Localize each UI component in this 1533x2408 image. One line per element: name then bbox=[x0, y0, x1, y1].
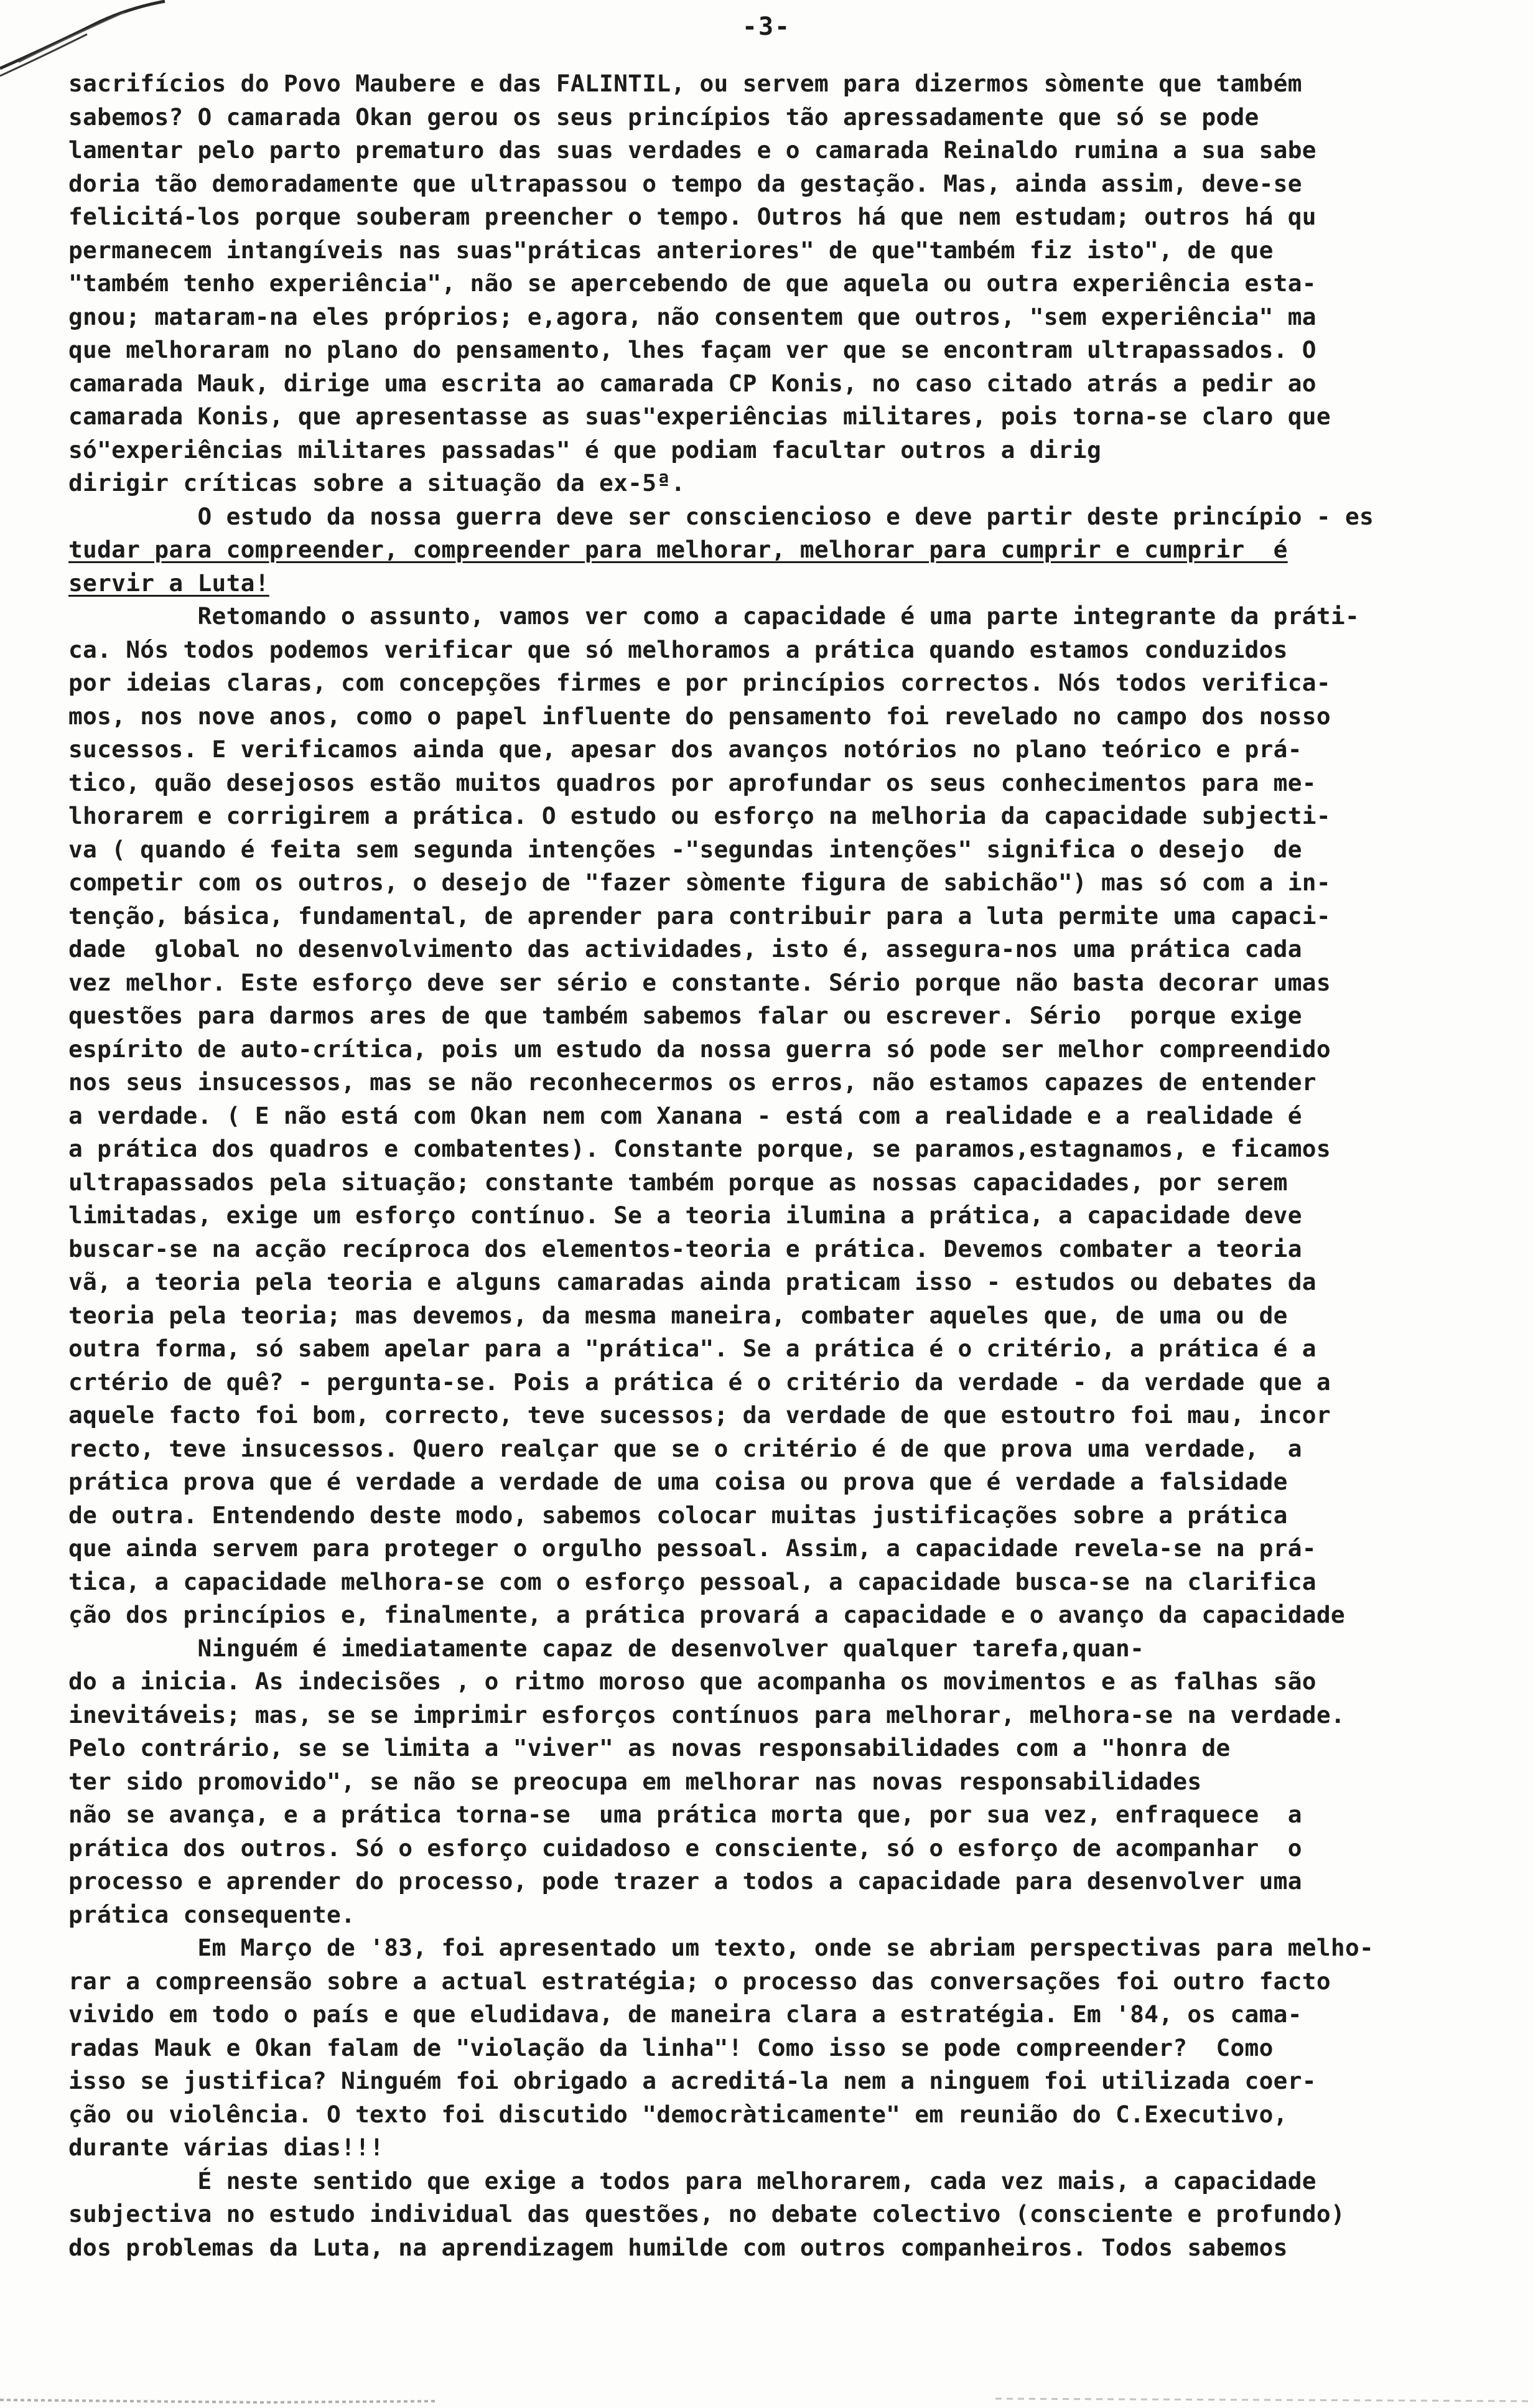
text-line: Ninguém é imediatamente capaz de desenvolver qualquer tarefa,quan- bbox=[68, 1634, 1145, 1662]
text-line: Retomando o assunto, vamos ver como a capacidade é uma parte integrante da práti- bbox=[68, 602, 1360, 630]
text-line: competir com os outros, o desejo de "fazer sòmente figura de sabichão") mas só com a in- bbox=[68, 869, 1331, 896]
text-line: questões para darmos ares de que também sabemos falar ou escrever. Sério porque exige bbox=[68, 1002, 1302, 1029]
text-line: isso se justifica? Ninguém foi obrigado a acreditá-la nem a ninguem foi utilizada coer- bbox=[68, 2067, 1316, 2094]
text-line: O estudo da nossa guerra deve ser consciencioso e deve partir deste princípio - es bbox=[68, 502, 1374, 530]
text-line: que ainda servem para proteger o orgulho pessoal. Assim, a capacidade revela-se na prá- bbox=[68, 1534, 1316, 1562]
text-line: processo e aprender do processo, pode trazer a todos a capacidade para desenvolver uma bbox=[68, 1867, 1302, 1895]
text-line: recto, teve insucessos. Quero realçar que se o critério é de que prova uma verdade, a bbox=[68, 1434, 1302, 1462]
text-line: sacrifícios do Povo Maubere e das FALINTIL, ou servem para dizermos sòmente que também bbox=[68, 70, 1302, 97]
text-line: nos seus insucessos, mas se não reconhecermos os erros, não estamos capazes de entender bbox=[68, 1068, 1316, 1096]
text-line: dos problemas da Luta, na aprendizagem humilde com outros companheiros. Todos sabemos bbox=[68, 2233, 1288, 2261]
text-line: aquele facto foi bom, correcto, teve sucessos; da verdade de que estoutro foi mau, incor bbox=[68, 1401, 1331, 1429]
text-line: outra forma, só sabem apelar para a "prática". Se a prática é o critério, a prática é a bbox=[68, 1335, 1316, 1362]
text-line: lhorarem e corrigirem a prática. O estudo ou esforço na melhoria da capacidade subjecti- bbox=[68, 802, 1331, 829]
text-line: só"experiências militares passadas" é que podiam facultar outros a dirig bbox=[68, 436, 1102, 464]
text-line: mos, nos nove anos, como o papel influente do pensamento foi revelado no campo dos nosso bbox=[68, 702, 1331, 730]
text-line: dade global no desenvolvimento das actividades, isto é, assegura-nos uma prática cada bbox=[68, 935, 1302, 963]
text-line: ção dos princípios e, finalmente, a prática provará a capacidade e o avanço da capacidade bbox=[68, 1601, 1345, 1628]
text-line: Pelo contrário, se se limita a "viver" as novas responsabilidades com a "honra de bbox=[68, 1734, 1231, 1762]
text-line: gnou; mataram-na eles próprios; e,agora, não consentem que outros, "sem experiência" ma bbox=[68, 302, 1316, 330]
text-line: rar a compreensão sobre a actual estratégia; o processo das conversações foi outro facto bbox=[68, 1967, 1331, 1995]
text-line: por ideias claras, com concepções firmes e por princípios correctos. Nós todos verifica- bbox=[68, 669, 1331, 696]
text-line: teoria pela teoria; mas devemos, da mesma maneira, combater aqueles que, de uma ou de bbox=[68, 1301, 1288, 1329]
text-line: tico, quão desejosos estão muitos quadros por aprofundar os seus conhecimentos para me- bbox=[68, 768, 1316, 796]
text-line: do a inicia. As indecisões , o ritmo moroso que acompanha os movimentos e as falhas são bbox=[68, 1668, 1316, 1695]
text-line: felicitá-los porque souberam preencher o tempo. Outros há que nem estudam; outros há qu bbox=[68, 203, 1316, 230]
text-line: va ( quando é feita sem segunda intenções -"segundas intenções" significa o desejo de bbox=[68, 835, 1302, 863]
text-line: vivido em todo o país e que eludidava, de maneira clara a estratégia. Em '84, os cama- bbox=[68, 2000, 1302, 2028]
text-line: não se avança, e a prática torna-se uma prática morta que, por sua vez, enfraquece a bbox=[68, 1801, 1302, 1828]
text-line: ter sido promovido", se não se preocupa em melhorar nas novas responsabilidades bbox=[68, 1767, 1202, 1795]
text-line: camarada Mauk, dirige uma escrita ao camarada CP Konis, no caso citado atrás a pedir ao bbox=[68, 369, 1316, 397]
text-line: crtério de quê? - pergunta-se. Pois a prática é o critério da verdade - da verdade que a bbox=[68, 1368, 1331, 1396]
text-line: durante várias dias!!! bbox=[68, 2134, 384, 2161]
text-line: sabemos? O camarada Okan gerou os seus princípios tão apressadamente que só se pode bbox=[68, 103, 1259, 131]
page-number: -3- bbox=[742, 12, 791, 41]
text-line: limitadas, exige um esforço contínuo. Se a teoria ilumina a prática, a capacidade deve bbox=[68, 1202, 1302, 1229]
text-line: vã, a teoria pela teoria e alguns camaradas ainda praticam isso - estudos ou debates da bbox=[68, 1268, 1316, 1295]
text-line: prática consequente. bbox=[68, 1900, 356, 1928]
body-text bbox=[68, 67, 1493, 2264]
text-line: a verdade. ( E não está com Okan nem com Xanana - está com a realidade e a realidade é bbox=[68, 1101, 1302, 1129]
text-line: doria tão demoradamente que ultrapassou o tempo da gestação. Mas, ainda assim, deve-se bbox=[68, 169, 1302, 197]
text-line: sucessos. E verificamos ainda que, apesar dos avanços notórios no plano teórico e prá- bbox=[68, 735, 1302, 763]
text-line: buscar-se na acção recíproca dos elementos-teoria e prática. Devemos combater a teoria bbox=[68, 1234, 1302, 1262]
text-line: lamentar pelo parto prematuro das suas verdades e o camarada Reinaldo rumina a sua sabe bbox=[68, 136, 1316, 164]
text-line: "também tenho experiência", não se apercebendo de que aquela ou outra experiência esta- bbox=[68, 269, 1316, 297]
text-line: prática dos outros. Só o esforço cuidadoso e consciente, só o esforço de acompanhar o bbox=[68, 1834, 1302, 1862]
text-line: camarada Konis, que apresentasse as suas"experiências militares, pois torna-se claro que bbox=[68, 403, 1331, 430]
text-line: É neste sentido que exige a todos para melhorarem, cada vez mais, a capacidade bbox=[68, 2167, 1316, 2195]
text-line: dirigir críticas sobre a situação da ex-5ª. bbox=[68, 469, 686, 497]
text-line: subjectiva no estudo individual das questões, no debate colectivo (consciente e profundo) bbox=[68, 2200, 1345, 2228]
text-line: inevitáveis; mas, se se imprimir esforços contínuos para melhorar, melhora-se na verdade. bbox=[68, 1701, 1345, 1729]
scan-edge-smudge bbox=[0, 2386, 1533, 2408]
text-line-underlined: tudar para compreender, compreender para melhorar, melhorar para cumprir e cumprir é bbox=[68, 536, 1288, 563]
text-line-underlined: servir a Luta! bbox=[68, 569, 269, 597]
text-line: espírito de auto-crítica, pois um estudo da nossa guerra só pode ser melhor compreendido bbox=[68, 1035, 1331, 1063]
text-line: ca. Nós todos podemos verificar que só melhoramos a prática quando estamos conduzidos bbox=[68, 635, 1288, 663]
text-line: de outra. Entendendo deste modo, sabemos colocar muitas justificações sobre a prática bbox=[68, 1501, 1288, 1529]
text-line: vez melhor. Este esforço deve ser sério e constante. Sério porque não basta decorar umas bbox=[68, 968, 1331, 996]
text-line: a prática dos quadros e combatentes). Constante porque, se paramos,estagnamos, e ficamos bbox=[68, 1135, 1331, 1162]
text-line: Em Março de '83, foi apresentado um texto, onde se abriam perspectivas para melho- bbox=[68, 1934, 1374, 1961]
text-line: ção ou violência. O texto foi discutido "democràticamente" em reunião do C.Executivo, bbox=[68, 2100, 1288, 2128]
text-line: radas Mauk e Okan falam de "violação da linha"! Como isso se pode compreender? Como bbox=[68, 2033, 1274, 2061]
text-line: que melhoraram no plano do pensamento, lhes façam ver que se encontram ultrapassados. O bbox=[68, 336, 1316, 363]
text-line: tenção, básica, fundamental, de aprender para contribuir para a luta permite uma capaci- bbox=[68, 902, 1331, 930]
text-line: permanecem intangíveis nas suas"práticas anteriores" de que"também fiz isto", de que bbox=[68, 236, 1274, 264]
text-line: prática prova que é verdade a verdade de uma coisa ou prova que é verdade a falsidade bbox=[68, 1468, 1288, 1495]
text-line: tica, a capacidade melhora-se com o esforço pessoal, a capacidade busca-se na clarifica bbox=[68, 1567, 1316, 1595]
text-line: ultrapassados pela situação; constante também porque as nossas capacidades, por serem bbox=[68, 1168, 1288, 1196]
